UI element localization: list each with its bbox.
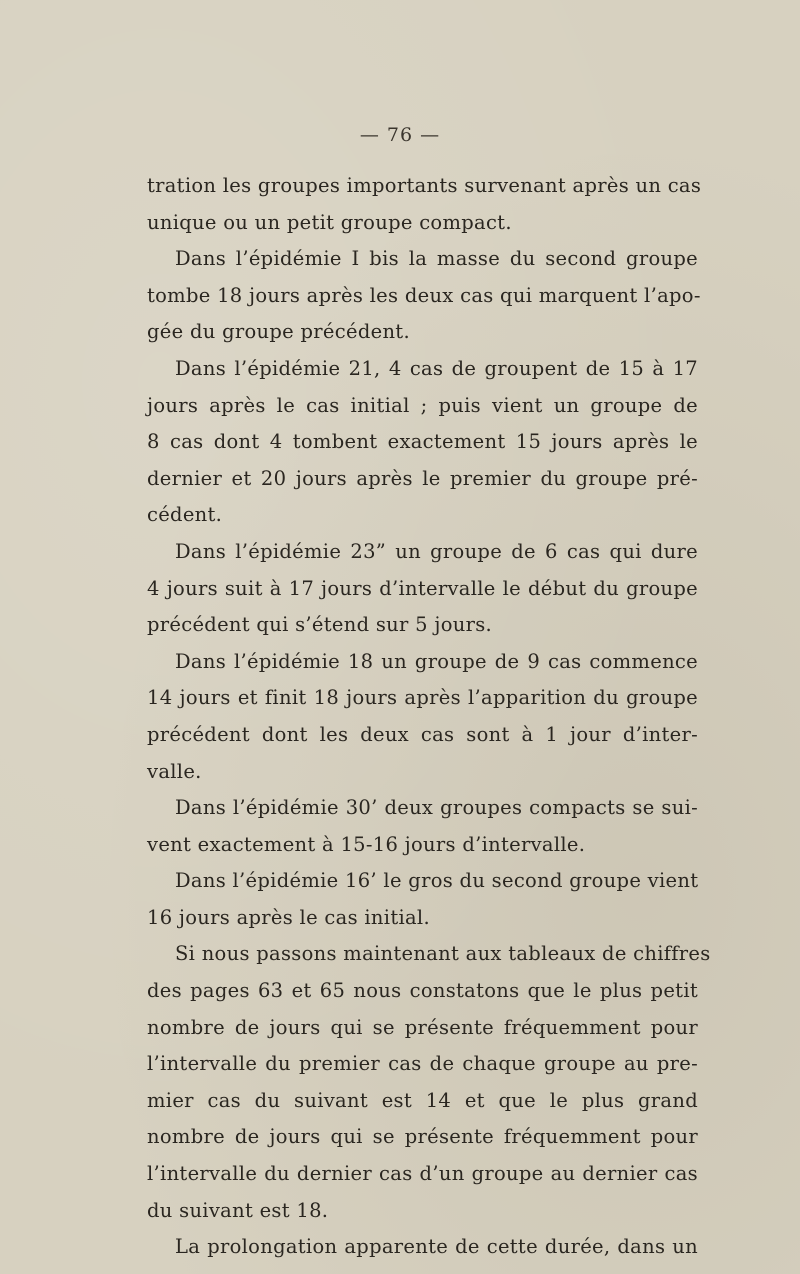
text-line: Dans l’épidémie 30’ deux groupes compacts se sui- (175, 796, 698, 820)
text-line: vent exactement à 15-16 jours d’intervalle. (147, 832, 586, 856)
text-line: Dans l’épidémie 23” un groupe de 6 cas qui dure (175, 539, 698, 563)
text-line: unique ou un petit groupe compact. (147, 210, 512, 234)
text-line: Si nous passons maintenant aux tableaux de chiffres (175, 942, 711, 966)
page-number: — 76 — (359, 124, 441, 146)
text-line: du suivant est 18. (147, 1198, 329, 1222)
text-line: précédent qui s’étend sur 5 jours. (147, 613, 493, 637)
text-line: gée du groupe précédent. (147, 320, 410, 344)
text-line: nombre de jours qui se présente fréquemment pour (147, 1125, 698, 1149)
text-line: l’intervalle du dernier cas d’un groupe au dernier cas (147, 1162, 698, 1186)
text-line: précédent dont les deux cas sont à 1 jour d’inter- (147, 722, 698, 746)
text-line: valle. (147, 759, 202, 783)
body-text (147, 168, 711, 1266)
text-line: 4 jours suit à 17 jours d’intervalle le début du groupe (147, 576, 698, 600)
text-line: l’intervalle du premier cas de chaque groupe au pre- (147, 1052, 698, 1076)
text-line: tration les groupes importants survenant après un cas (147, 174, 702, 197)
text-line: Dans l’épidémie 18 un groupe de 9 cas commence (175, 649, 698, 673)
text-line: mier cas du suivant est 14 et que le plus grand (147, 1088, 698, 1112)
text-line: cédent. (147, 503, 223, 527)
text-line: dernier et 20 jours après le premier du groupe pré- (147, 466, 698, 490)
text-line: Dans l’épidémie 16’ le gros du second groupe vient (175, 869, 699, 893)
text-line: 14 jours et finit 18 jours après l’apparition du groupe (147, 686, 698, 710)
text-line: jours après le cas initial ; puis vient un groupe de (147, 393, 698, 417)
text-line: 16 jours après le cas initial. (147, 905, 430, 929)
text-line: Dans l’épidémie I bis la masse du second groupe (175, 247, 698, 271)
text-line: Dans l’épidémie 21, 4 cas de groupent de 15 à 17 (175, 356, 698, 380)
text-line: La prolongation apparente de cette durée, dans un (175, 1235, 698, 1259)
text-line: des pages 63 et 65 nous constatons que le plus petit (147, 979, 698, 1003)
text-line: tombe 18 jours après les deux cas qui marquent l’apo- (147, 283, 701, 307)
text-line: nombre de jours qui se présente fréquemment pour (147, 1015, 698, 1039)
text-line: 8 cas dont 4 tombent exactement 15 jours après le (147, 430, 698, 454)
